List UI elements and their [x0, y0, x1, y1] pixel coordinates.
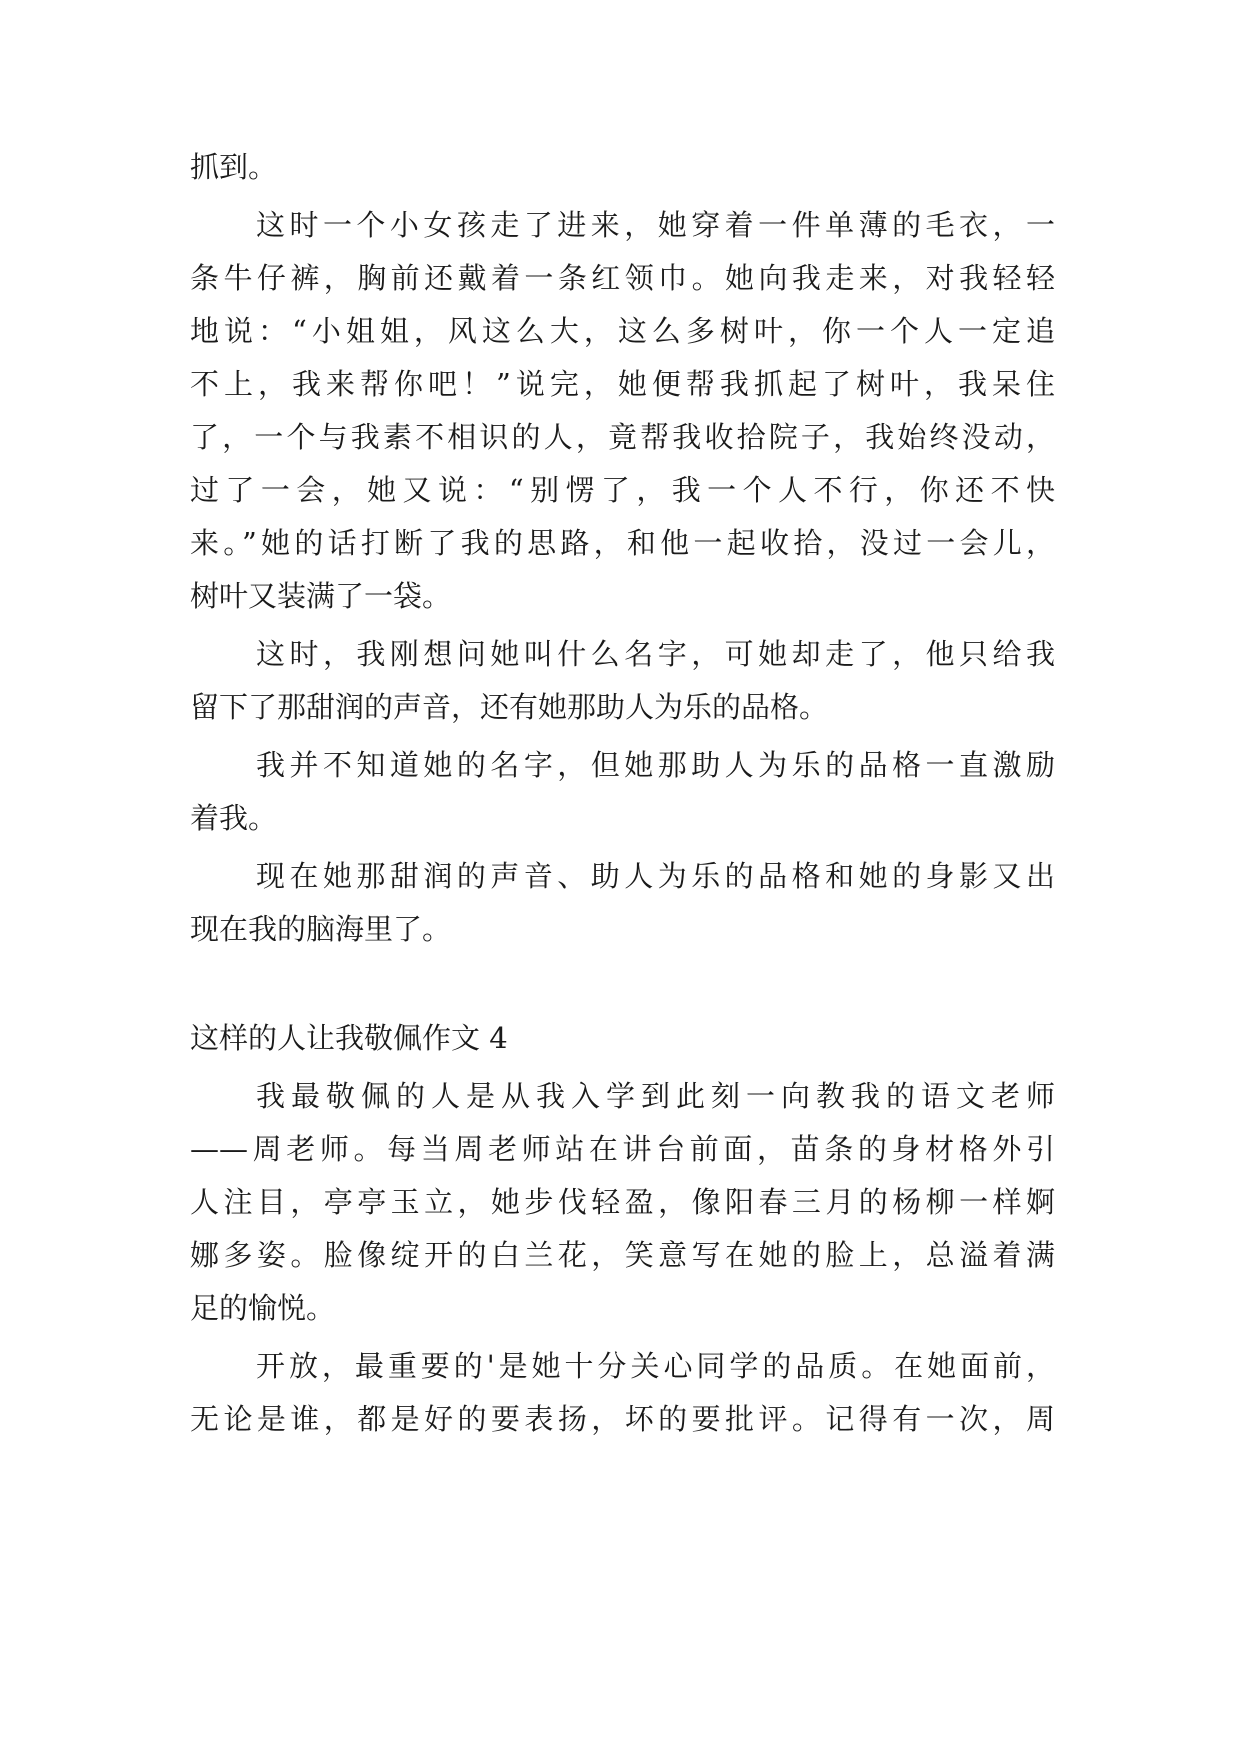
text-line: 这时，我刚想问她叫什么名字，可她却走了，他只给我	[256, 637, 1055, 671]
text-line: 不上，我来帮你吧！”说完，她便帮我抓起了树叶，我呆住	[190, 367, 1055, 401]
text-line: 树叶又装满了一袋。	[190, 579, 452, 613]
text-line: 开放，最重要的'是她十分关心同学的品质。在她面前，	[256, 1349, 1055, 1383]
text-line: 抓到。	[190, 150, 278, 184]
text-line: 过了一会，她又说：“别愣了，我一个人不行，你还不快	[190, 473, 1055, 507]
text-line: ——周老师。每当周老师站在讲台前面，苗条的身材格外引	[190, 1132, 1055, 1166]
text-line: 现在她那甜润的声音、助人为乐的品格和她的身影又出	[256, 859, 1055, 893]
text-line: 人注目，亭亭玉立，她步伐轻盈，像阳春三月的杨柳一样婀	[190, 1185, 1055, 1219]
text-line: 了，一个与我素不相识的人，竟帮我收拾院子，我始终没动，	[190, 420, 1055, 454]
text-line: 足的愉悦。	[190, 1291, 336, 1325]
text-line: 现在我的脑海里了。	[190, 912, 452, 946]
text-line: 条牛仔裤，胸前还戴着一条红领巾。她向我走来，对我轻轻	[190, 261, 1055, 295]
text-line: 来。”她的话打断了我的思路，和他一起收拾，没过一会儿，	[190, 526, 1055, 560]
text-line: 这时一个小女孩走了进来，她穿着一件单薄的毛衣，一	[256, 208, 1055, 242]
text-line: 我并不知道她的名字，但她那助人为乐的品格一直激励	[256, 748, 1055, 782]
text-line: 留下了那甜润的声音，还有她那助人为乐的品格。	[190, 690, 829, 724]
text-line: 我最敬佩的人是从我入学到此刻一向教我的语文老师	[256, 1079, 1055, 1113]
text-line: 娜多姿。脸像绽开的白兰花，笑意写在她的脸上，总溢着满	[190, 1238, 1055, 1272]
text-line: 无论是谁，都是好的要表扬，坏的要批评。记得有一次，周	[190, 1402, 1055, 1436]
text-line: 地说：“小姐姐，风这么大，这么多树叶，你一个人一定追	[190, 314, 1055, 348]
text-line: 着我。	[190, 801, 278, 835]
section-heading: 这样的人让我敬佩作文 4	[190, 1021, 508, 1055]
